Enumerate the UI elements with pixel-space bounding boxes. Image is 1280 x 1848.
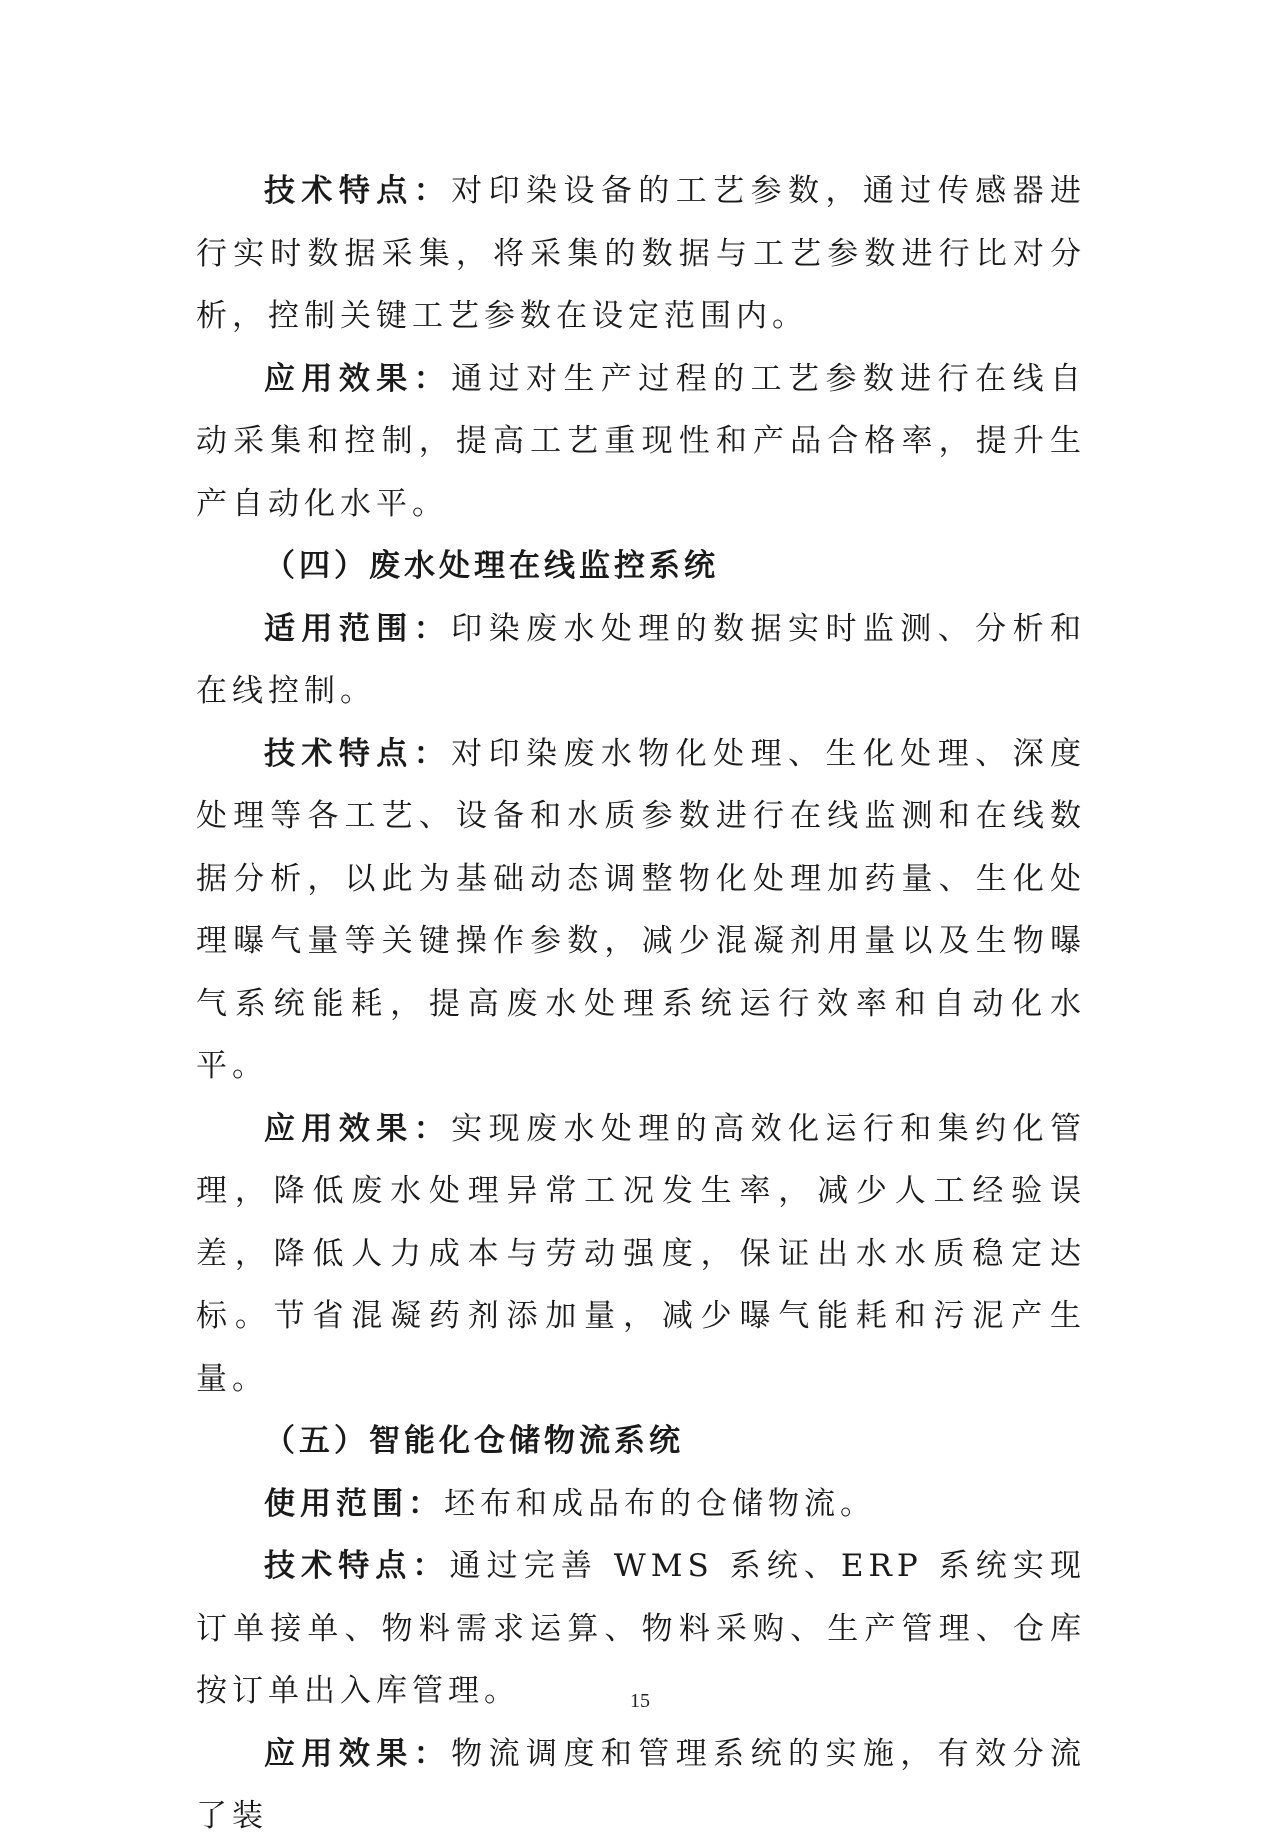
paragraph-label: 技术特点： — [264, 735, 452, 772]
paragraph-scope-3 — [196, 1473, 1086, 1536]
section-heading-warehouse: （五）智能化仓储物流系统 — [264, 1423, 684, 1459]
paragraph-tech-features-2 — [196, 723, 1086, 1098]
paragraph-application-effect-3 — [196, 1723, 1086, 1848]
document-body — [196, 160, 1086, 1848]
paragraph-label: 使用范围： — [264, 1485, 444, 1522]
paragraph-label: 应用效果： — [264, 1735, 452, 1772]
paragraph-label: 适用范围： — [264, 610, 452, 647]
paragraph-text: 通过对生产过程的工艺参数进行在线自动采集和控制，提高工艺重现性和产品合格率，提升生产自动化水平。 — [196, 360, 1087, 522]
paragraph-text: 对印染设备的工艺参数，通过传感器进行实时数据采集，将采集的数据与工艺参数进行比对分析，控制关键工艺参数在设定范围内。 — [196, 173, 1087, 334]
paragraph-application-effect-2 — [196, 1098, 1086, 1411]
paragraph-label: 应用效果： — [264, 1110, 452, 1147]
paragraph-scope-2 — [196, 598, 1086, 723]
paragraph-tech-features-1 — [196, 160, 1086, 348]
paragraph-text: 坯布和成品布的仓储物流。 — [444, 1485, 876, 1522]
paragraph-text: 通过完善 WMS 系统、ERP 系统实现订单接单、物料需求运算、物料采购、生产管理、仓库按订单出入库管理。 — [196, 1548, 1087, 1709]
paragraph-text: 实现废水处理的高效化运行和集约化管理，降低废水处理异常工况发生率，减少人工经验误差，降低人力成本与劳动强度，保证出水水质稳定达标。节省混凝药剂添加量，减少曝气能耗和污泥产生量。 — [196, 1110, 1087, 1397]
paragraph-label: 技术特点： — [264, 173, 452, 209]
paragraph-text: 物流调度和管理系统的实施，有效分流了装 — [196, 1735, 1087, 1834]
paragraph-application-effect-1 — [196, 348, 1086, 536]
section-heading-wastewater: （四）废水处理在线监控系统 — [264, 548, 719, 584]
page-number: 15 — [630, 1690, 650, 1712]
paragraph-text: 对印染废水物化处理、生化处理、深度处理等各工艺、设备和水质参数进行在线监测和在线数据分析，以此为基础动态调整物化处理加药量、生化处理曝气量等关键操作参数，减少混凝剂用量以及生物曝气系统能耗，提高废水处理系统运行效率和自动化水平。 — [196, 735, 1087, 1084]
paragraph-label: 应用效果： — [264, 360, 452, 397]
paragraph-label: 技术特点： — [264, 1548, 450, 1584]
paragraph-text: 印染废水处理的数据实时监测、分析和在线控制。 — [196, 610, 1087, 709]
